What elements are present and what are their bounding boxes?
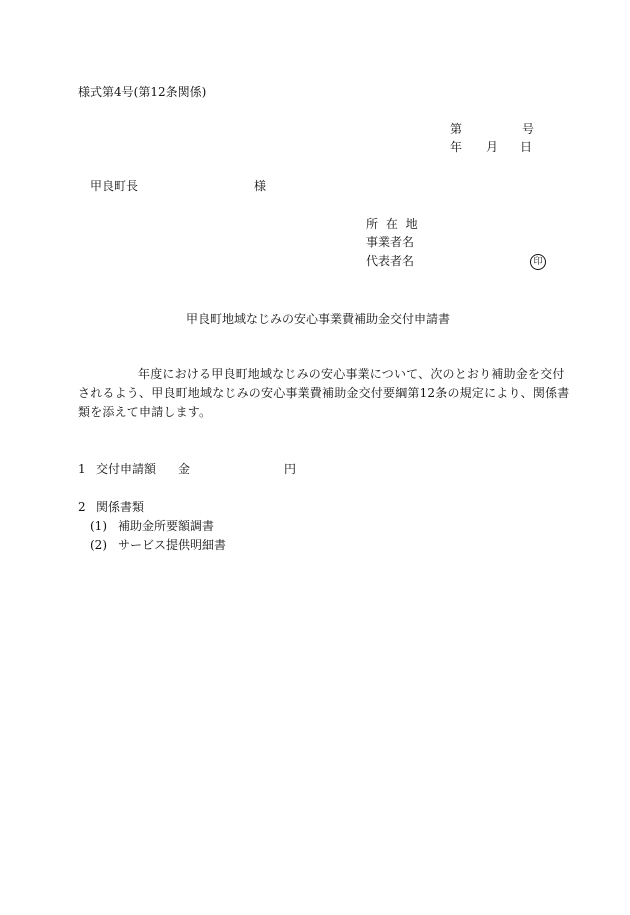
- item-1-yen: 円: [284, 462, 297, 476]
- addressee-name: 甲良町長: [90, 179, 139, 193]
- item-1-number: 1: [78, 462, 86, 476]
- document-title: 甲良町地域なじみの安心事業費補助金交付申請書: [186, 312, 451, 326]
- body-line-2: されるよう、甲良町地域なじみの安心事業費補助金交付要綱第12条の規定により、関係書: [78, 386, 570, 400]
- doc-2-number: (2): [90, 538, 107, 552]
- body-line-1: 年度における甲良町地域なじみの安心事業について、次のとおり補助金を交付: [138, 367, 565, 381]
- representative-label: 代表者名: [366, 254, 415, 268]
- seal-mark: 印: [530, 254, 546, 270]
- date-month: 月: [486, 140, 499, 154]
- addressee-honorific: 様: [254, 179, 267, 193]
- date-day: 日: [520, 140, 533, 154]
- business-name-label: 事業者名: [366, 235, 415, 249]
- item-2-label: 関係書類: [96, 500, 145, 514]
- document-number-dai: 第: [450, 122, 463, 136]
- form-number: 様式第4号(第12条関係): [78, 85, 207, 99]
- doc-1-number: (1): [90, 519, 107, 533]
- date-year: 年: [450, 140, 463, 154]
- item-1-kin: 金: [178, 462, 191, 476]
- document-number-go: 号: [522, 122, 535, 136]
- body-line-3: 類を添えて申請します。: [78, 405, 212, 419]
- doc-1-label: 補助金所要額調書: [118, 519, 215, 533]
- item-1-label: 交付申請額: [96, 462, 157, 476]
- doc-2-label: サービス提供明細書: [118, 538, 227, 552]
- item-2-number: 2: [78, 500, 86, 514]
- address-label: 所 在 地: [366, 217, 420, 231]
